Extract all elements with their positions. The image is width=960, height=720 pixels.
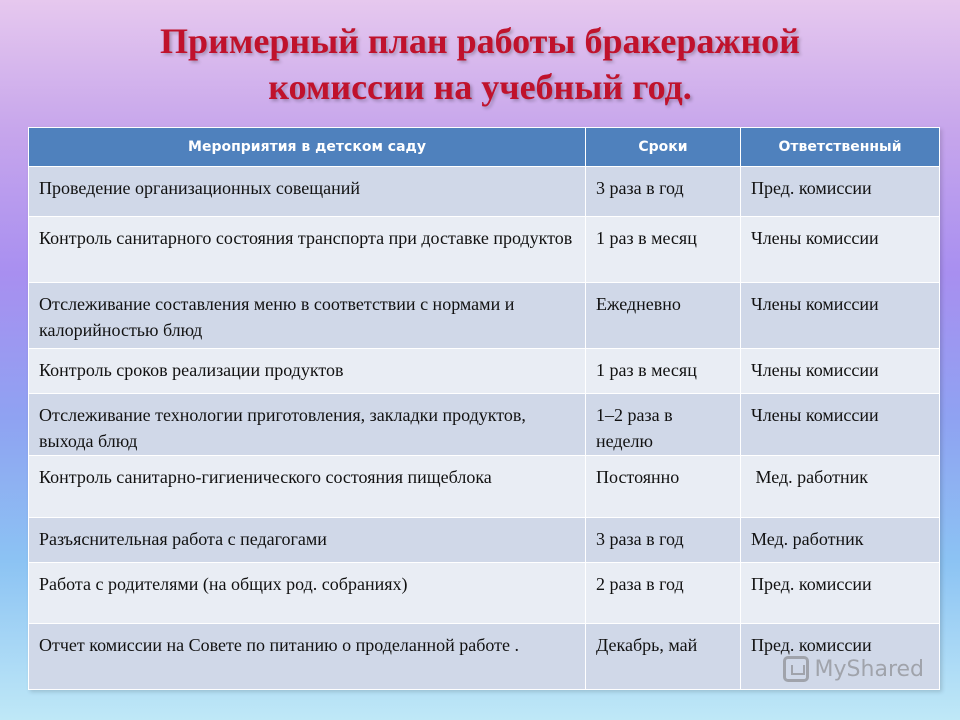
cell-activity: Работа с родителями (на общих род. собраниях) [29, 563, 586, 624]
cell-responsible: Члены комиссии [741, 283, 940, 349]
cell-responsible: Члены комиссии [741, 217, 940, 283]
table-row [29, 167, 940, 217]
header-activities: Мероприятия в детском саду [29, 128, 586, 167]
cell-activity: Разъяснительная работа с педагогами [29, 518, 586, 563]
cell-responsible: Мед. работник [741, 456, 940, 518]
table-row [29, 456, 940, 518]
cell-responsible: Члены комиссии [741, 349, 940, 394]
cell-responsible: Пред. комиссии [741, 624, 940, 690]
header-responsible: Ответственный [741, 128, 940, 167]
cell-deadline: 1 раз в месяц [586, 349, 741, 394]
table-header-row [29, 128, 940, 167]
cell-deadline: 3 раза в год [586, 518, 741, 563]
cell-deadline: 2 раза в год [586, 563, 741, 624]
cell-activity: Отслеживание составления меню в соответствии с нормами и калорийностью блюд [29, 283, 586, 349]
cell-responsible: Пред. комиссии [741, 167, 940, 217]
table-row [29, 349, 940, 394]
watermark-text: MyShared [814, 656, 924, 682]
work-plan-table [28, 127, 940, 690]
cell-responsible: Пред. комиссии [741, 563, 940, 624]
cell-activity: Отслеживание технологии приготовления, закладки продуктов, выхода блюд [29, 394, 586, 456]
cell-activity: Контроль сроков реализации продуктов [29, 349, 586, 394]
cell-deadline: 3 раза в год [586, 167, 741, 217]
header-deadlines: Сроки [586, 128, 741, 167]
page-title-line-1: Примерный план работы бракеражной [160, 21, 800, 61]
cell-deadline: 1 раз в месяц [586, 217, 741, 283]
cell-activity: Контроль санитарного состояния транспорта при доставке продуктов [29, 217, 586, 283]
cell-deadline: Декабрь, май [586, 624, 741, 690]
cell-responsible: Члены комиссии [741, 394, 940, 456]
table-row [29, 624, 940, 690]
cell-deadline: 1–2 раза в неделю [586, 394, 741, 456]
page-title-line-2: комиссии на учебный год. [268, 67, 692, 107]
table-row [29, 518, 940, 563]
cell-deadline: Ежедневно [586, 283, 741, 349]
cell-activity: Проведение организационных совещаний [29, 167, 586, 217]
cell-deadline: Постоянно [586, 456, 741, 518]
table-row [29, 563, 940, 624]
cell-activity: Отчет комиссии на Совете по питанию о проделанной работе . [29, 624, 586, 690]
page-title [0, 18, 960, 110]
cell-responsible: Мед. работник [741, 518, 940, 563]
cell-activity: Контроль санитарно-гигиенического состояния пищеблока [29, 456, 586, 518]
table-row [29, 394, 940, 456]
table-row [29, 217, 940, 283]
table-row [29, 283, 940, 349]
